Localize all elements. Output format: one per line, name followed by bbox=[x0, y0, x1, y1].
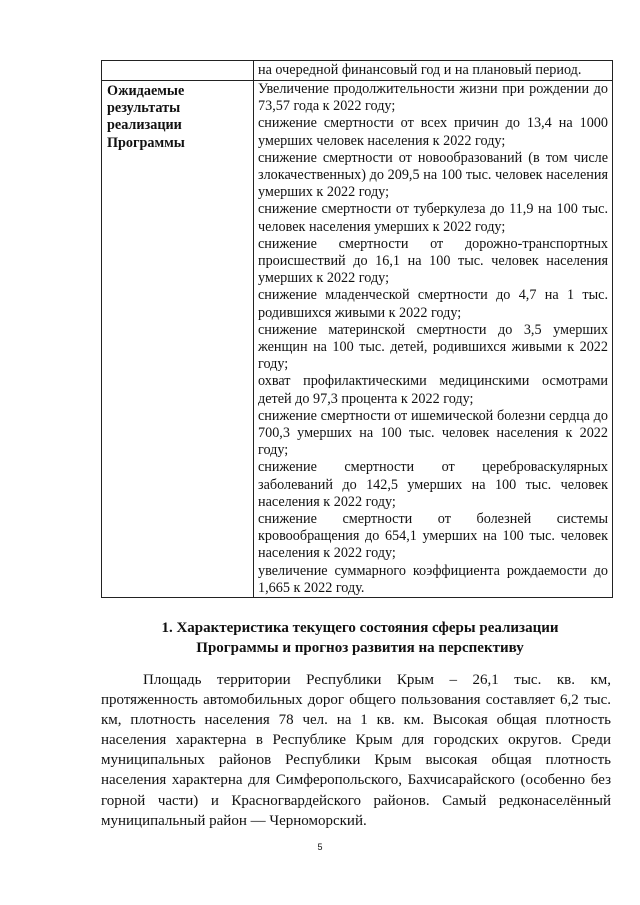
result-item: Увеличение продолжительности жизни при рождении до 73,57 года к 2022 году; bbox=[258, 81, 608, 115]
section-heading-line1: 1. Характеристика текущего состояния сферы реализации bbox=[161, 620, 559, 636]
results-cell bbox=[254, 81, 613, 598]
table-row-continuation bbox=[102, 61, 613, 81]
table-row-expected-results bbox=[102, 81, 613, 598]
result-item: снижение смертности от ишемической болезни сердца до 700,3 умерших на 100 тыс. человек населения к 2022 году; bbox=[258, 407, 608, 459]
result-item: снижение материнской смертности до 3,5 умерших женщин на 100 тыс. детей, родившихся живыми к 2022 году; bbox=[258, 321, 608, 373]
result-item: увеличение суммарного коэффициента рождаемости до 1,665 к 2022 году. bbox=[258, 562, 608, 596]
body-paragraph: Площадь территории Республики Крым – 26,1 тыс. кв. км, протяженность автомобильных дорог общего пользования составляет 6,2 тыс. км, плотность населения 78 чел. на 1 кв. км. Высокая общая плотность населения характерна в Республике Крым для городских округов. Среди муниципальных районов Республики Крым высокая общая плотность населения характерна для Симферопольского, Бахчисарайского (особенно без горной части) и Красногвардейского районов. Самый редконаселённый муниципальный район — Черноморский. bbox=[101, 672, 611, 829]
result-item: снижение смертности от цереброваскулярных заболеваний до 142,5 умерших на 100 тыс. человек населения к 2022 году; bbox=[258, 459, 608, 510]
result-item: снижение смертности от болезней системы кровообращения до 654,1 умерших на 100 тыс. человек населения к 2022 году; bbox=[258, 511, 608, 562]
section-heading-line2: Программы и прогноз развития на перспективу bbox=[196, 640, 524, 656]
program-passport-table bbox=[101, 60, 613, 598]
result-item: снижение смертности от туберкулеза до 11,9 на 100 тыс. человек населения умерших к 2022 году; bbox=[258, 201, 608, 235]
continuation-cell: на очередной финансовый год и на плановый период. bbox=[254, 61, 613, 81]
result-item: снижение смертности от всех причин до 13,4 на 1000 умерших человек населения к 2022 году; bbox=[258, 115, 608, 149]
result-item: снижение младенческой смертности до 4,7 на 1 тыс. родившихся живыми к 2022 году; bbox=[258, 287, 608, 321]
result-item: снижение смертности от дорожно-транспортных происшествий до 16,1 на 100 тыс. человек населения умерших к 2022 году; bbox=[258, 235, 608, 287]
result-item: охват профилактическими медицинскими осмотрами детей до 97,3 процента к 2022 году; bbox=[258, 373, 608, 407]
result-item: снижение смертности от новообразований (в том числе злокачественных) до 209,5 на 100 тыс. человек населения умерших к 2022 году; bbox=[258, 149, 608, 201]
row-label: Ожидаемые результаты реализации Программы bbox=[102, 81, 254, 598]
page-number: 5 bbox=[317, 842, 323, 852]
empty-label-cell bbox=[102, 61, 254, 81]
section-heading bbox=[110, 618, 610, 658]
